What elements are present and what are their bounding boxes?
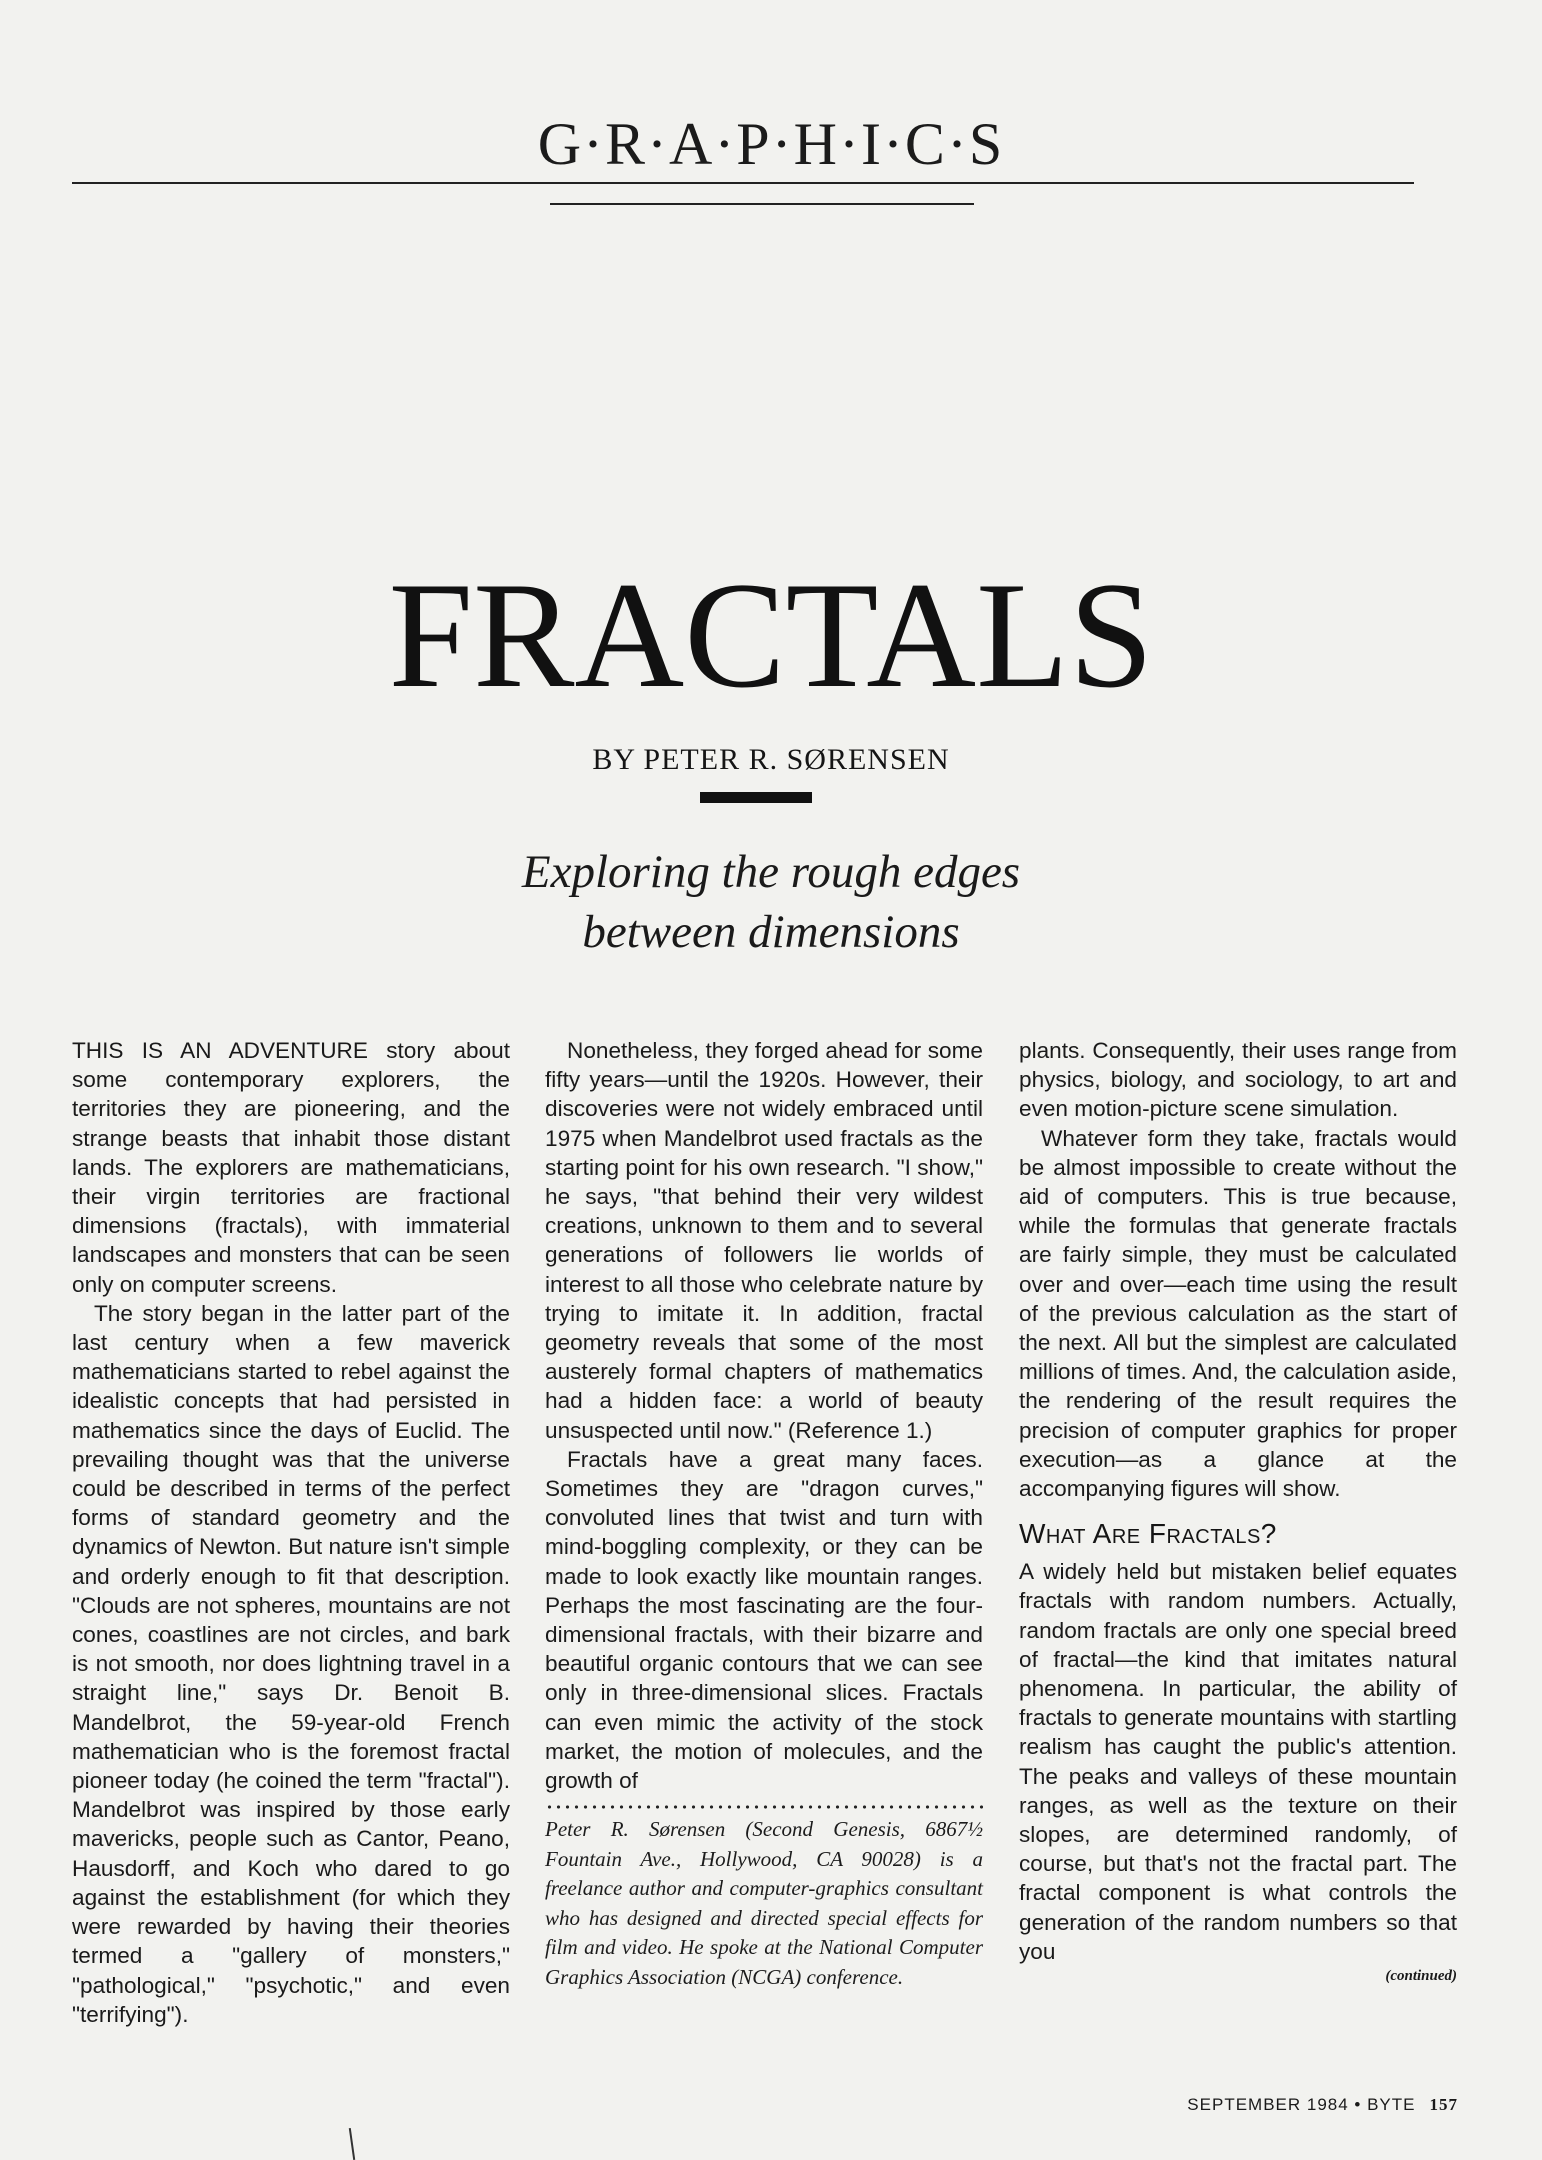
author-bio-text: Peter R. Sørensen (Second Genesis, 6867½ Fountain Ave., Hollywood, CA 90028) is a freelance author and computer-graphics consultant who has designed and directed special effects for film and video. He spoke at the National Computer Graphics Association (NCGA) conference.: [545, 1817, 983, 1989]
header-rule-short: [550, 203, 974, 205]
paragraph: Whatever form they take, fractals would be almost impossible to create without the aid of computers. This is true because, while the formulas that generate fractals are fairly simple, they must be calculated over and over—each time using the result of the previous calculation as the start of the next. All but the simplest are calculated millions of times. And, the calculation aside, the rendering of the result requires the precision of computer graphics for proper execution—as a glance at the accompanying figures will show.: [1019, 1125, 1457, 1502]
byline: BY PETER R. SØRENSEN: [592, 743, 950, 776]
paragraph: A widely held but mistaken belief equates fractals with random numbers. Actually, random fractals are only one special breed of fractal—the kind that imitates natural phenomena. In particular, the ability of fractals to generate mountains with startling realism has caught the public's attention. The peaks and valleys of these mountain ranges, as well as the texture on their slopes, are determined randomly, of course, but that's not the fractal part. The fractal component is what controls the generation of the random numbers so that you: [1019, 1559, 1457, 1964]
paragraph: Nonetheless, they forged ahead for some fifty years—until the 1920s. However, their discoveries were not widely embraced until 1975 when Mandelbrot used fractals as the starting point for his own research. "I show," he says, "that behind their very wildest creations, unknown to them and to several generations of followers lie worlds of interest to all those who celebrate nature by trying to imitate it. In addition, fractal geometry reveals that some of the most austerely formal chapters of mathematics had a hidden face: a world of beauty unsuspected until now." (Reference 1.): [545, 1038, 983, 1443]
header-rule-long: [72, 182, 1414, 184]
subtitle-line-1: Exploring the rough edges: [521, 846, 1021, 898]
section-header: G·R·A·P·H·I·C·S: [537, 111, 1005, 177]
byline-bar: [700, 792, 812, 803]
subtitle-line-2: between dimensions: [582, 906, 960, 958]
paragraph: plants. Consequently, their uses range from physics, biology, and sociology, to art and even motion-picture scene simulation.: [1019, 1038, 1457, 1122]
footer-issue: SEPTEMBER 1984 • BYTE: [1187, 2095, 1416, 2114]
dotted-divider: [545, 1804, 983, 1810]
column-2: [545, 1036, 983, 1992]
paragraph: Fractals have a great many faces. Sometimes they are "dragon curves," convoluted lines that twist and turn with mind-boggling complexity, or they can be made to look exactly like mountain ranges. Perhaps the most fascinating are the four-dimensional fractals, with their bizarre and beautiful organic contours that we can see only in three-dimensional slices. Fractals can even mimic the activity of the stock market, the motion of molecules, and the growth of: [545, 1446, 983, 1794]
section-subhead: What Are Fractals?: [1019, 1518, 1277, 1550]
author-bio: [545, 1815, 983, 1992]
column-3: [1019, 1036, 1457, 1986]
paragraph: THIS IS AN ADVENTURE story about some contemporary explorers, the territories they are pioneering, and the strange beasts that inhabit those distant lands. The explorers are mathematicians, their virgin territories are fractional dimensions (fractals), with immaterial landscapes and monsters that can be seen only on computer screens.: [72, 1038, 510, 1297]
paragraph: The story began in the latter part of the last century when a few maverick mathematicians started to rebel against the idealistic concepts that had persisted in mathematics since the days of Euclid. The prevailing thought was that the universe could be described in terms of the perfect forms of standard geometry and the dynamics of Newton. But nature isn't simple and orderly enough to fit that description. "Clouds are not spheres, mountains are not cones, coastlines are not circles, and bark is not smooth, nor does lightning travel in a straight line," says Dr. Benoit B. Mandelbrot, the 59-year-old French mathematician who is the foremost fractal pioneer today (he coined the term "fractal"). Mandelbrot was inspired by those early mavericks, people such as Cantor, Peano, Hausdorff, and Koch who dared to go against the establishment (for which they were rewarded by having their theories termed a "gallery of monsters," "pathological," "psychotic," and even "terrifying").: [72, 1300, 510, 2027]
page-footer: [1187, 2095, 1458, 2115]
subtitle: [0, 842, 1542, 962]
continued-note: (continued): [1385, 1968, 1457, 1985]
scan-artifact: [349, 2128, 355, 2160]
article-title: FRACTALS: [388, 551, 1154, 719]
column-1: [72, 1036, 510, 2029]
page-number: 157: [1429, 2095, 1458, 2114]
